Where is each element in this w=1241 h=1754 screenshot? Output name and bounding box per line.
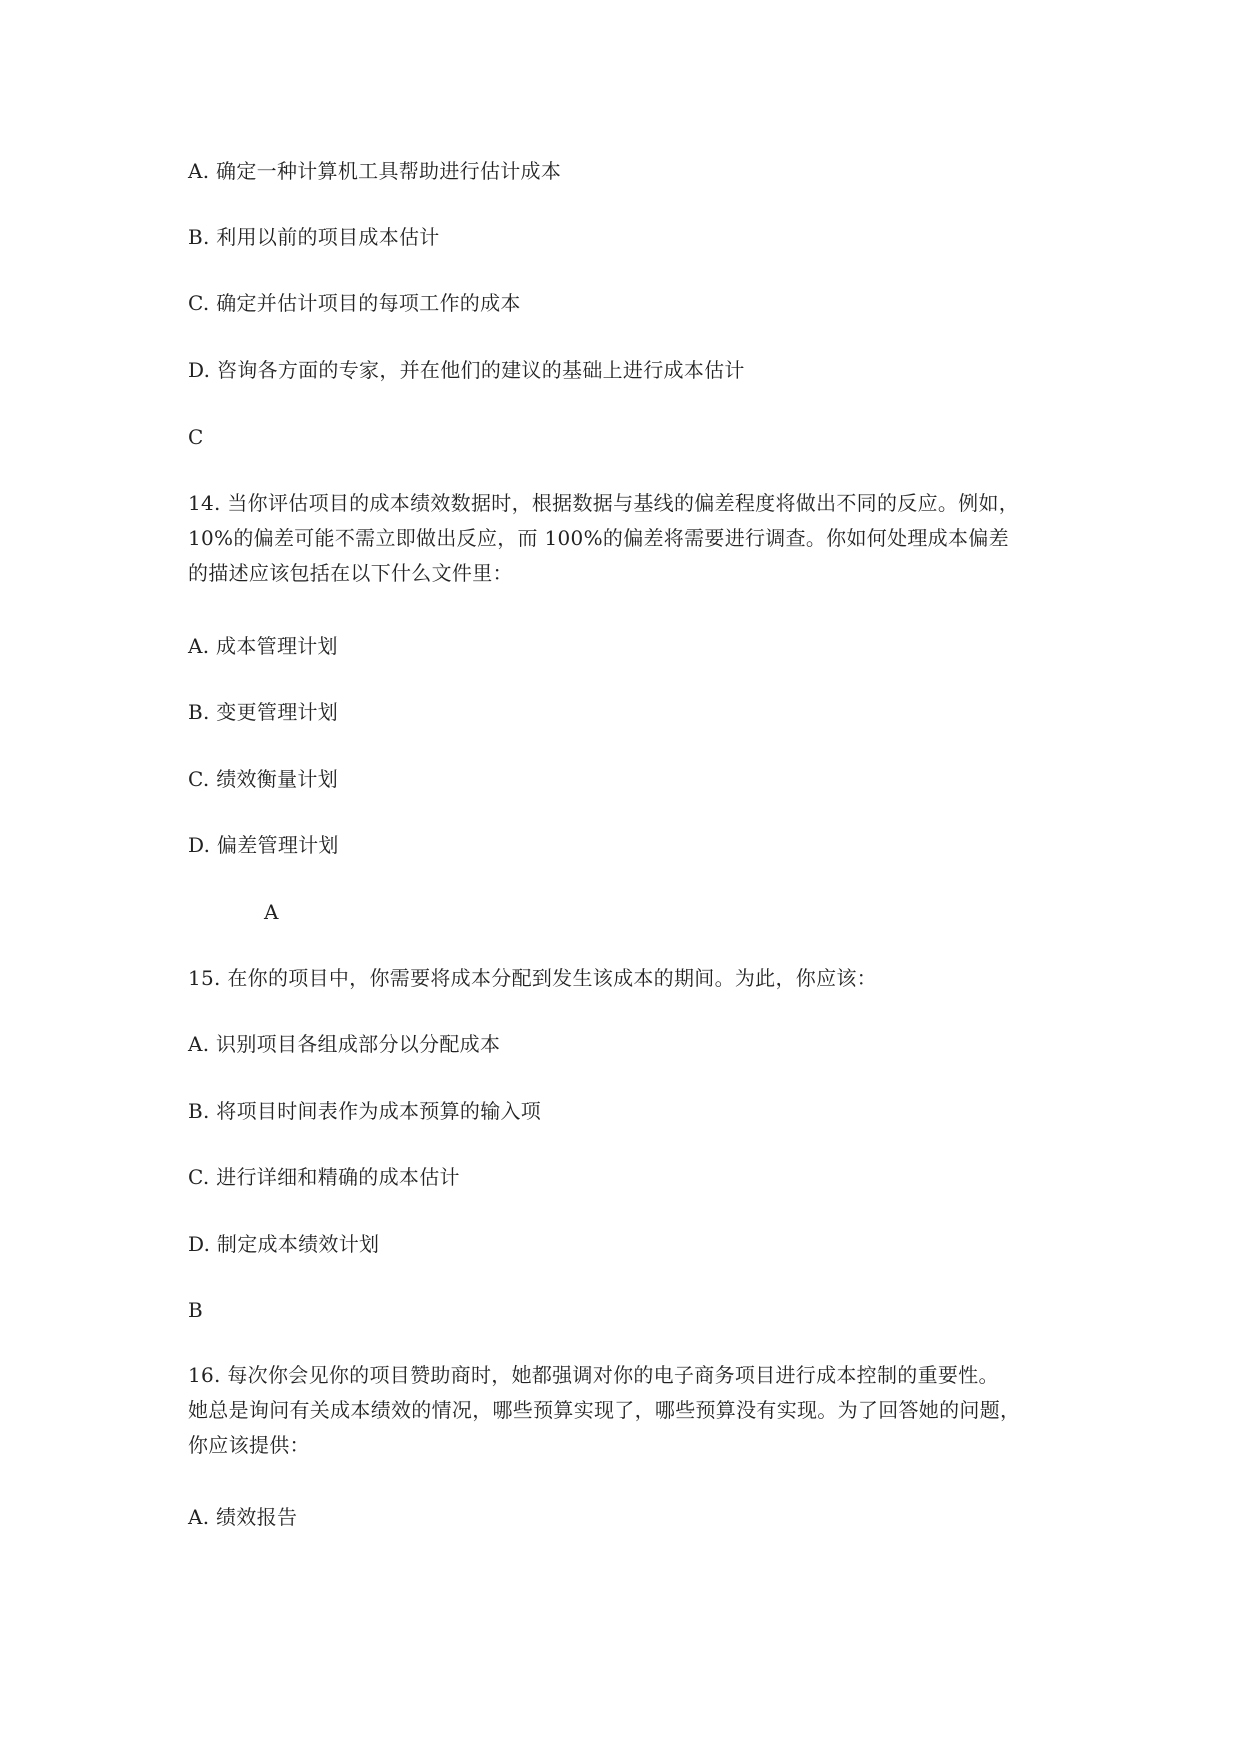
q14-question-line-3: 的描述应该包括在以下什么文件里： (188, 561, 513, 585)
q13-answer: C (188, 425, 204, 449)
q13-option-c: C. 确定并估计项目的每项工作的成本 (188, 291, 521, 315)
q15-question: 15. 在你的项目中，你需要将成本分配到发生该成本的期间。为此，你应该： (188, 966, 877, 990)
q13-option-a: A. 确定一种计算机工具帮助进行估计成本 (188, 159, 562, 183)
q14-option-a: A. 成本管理计划 (188, 634, 338, 658)
q16-question-line-3: 你应该提供： (188, 1433, 310, 1457)
q14-option-c: C. 绩效衡量计划 (188, 767, 339, 791)
q14-question (188, 486, 1068, 591)
q13-option-b: B. 利用以前的项目成本估计 (188, 225, 440, 249)
q15-answer: B (188, 1298, 203, 1322)
q15-option-b: B. 将项目时间表作为成本预算的输入项 (188, 1099, 542, 1123)
q15-option-a: A. 识别项目各组成部分以分配成本 (188, 1032, 501, 1056)
q14-option-b: B. 变更管理计划 (188, 700, 339, 724)
q14-option-d: D. 偏差管理计划 (188, 833, 339, 857)
q13-option-d: D. 咨询各方面的专家，并在他们的建议的基础上进行成本估计 (188, 358, 745, 382)
q14-question-line-1: 14. 当你评估项目的成本绩效数据时，根据数据与基线的偏差程度将做出不同的反应。例如， (188, 491, 1020, 515)
q16-question (188, 1358, 1068, 1463)
q16-option-a: A. 绩效报告 (188, 1505, 298, 1529)
q15-option-d: D. 制定成本绩效计划 (188, 1232, 380, 1256)
q16-question-line-1: 16. 每次你会见你的项目赞助商时，她都强调对你的电子商务项目进行成本控制的重要性。 (188, 1363, 999, 1387)
q16-question-line-2: 她总是询问有关成本绩效的情况，哪些预算实现了，哪些预算没有实现。为了回答她的问题， (188, 1398, 1021, 1422)
q14-answer: A (264, 900, 279, 924)
q15-option-c: C. 进行详细和精确的成本估计 (188, 1165, 460, 1189)
q14-question-line-2: 10%的偏差可能不需立即做出反应，而 100%的偏差将需要进行调查。你如何处理成本偏差 (188, 526, 1009, 550)
